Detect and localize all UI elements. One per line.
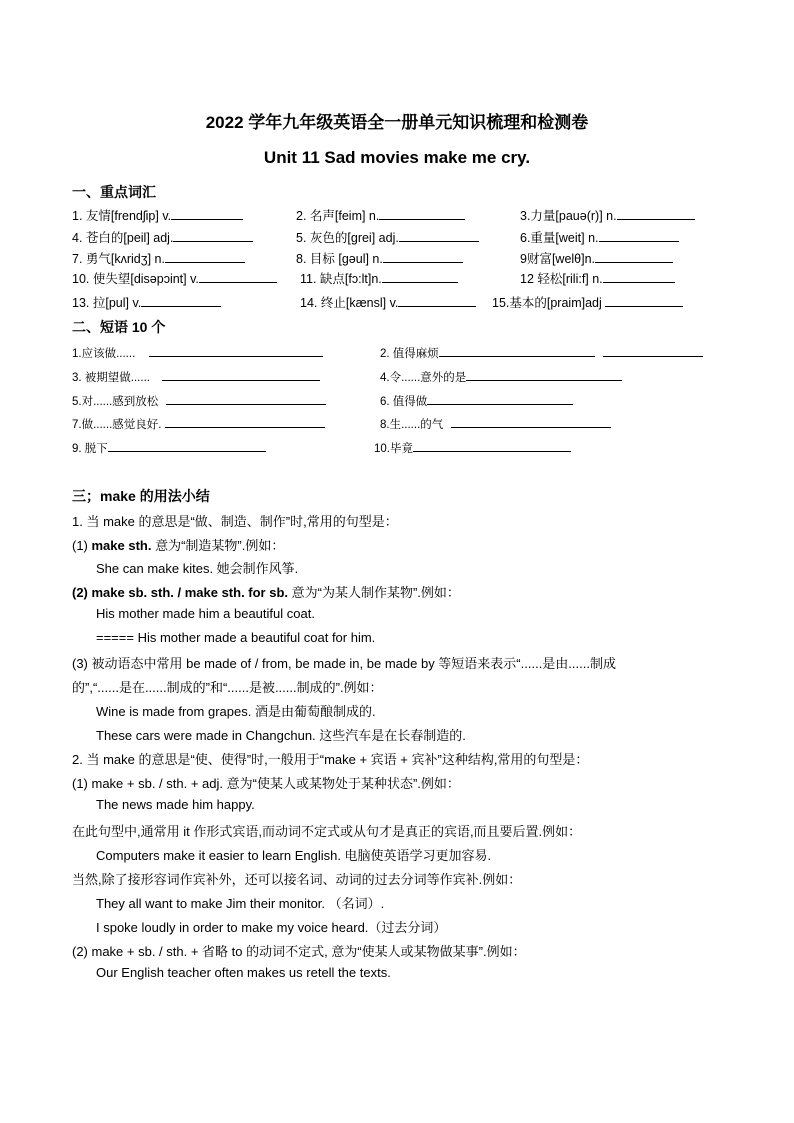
text-line: 的”,“......是在......制成的”和“......是被......制成的”.例如： bbox=[72, 680, 383, 695]
section-heading-vocab: 一、重点词汇 bbox=[72, 184, 156, 200]
text-line: 在此句型中,通常用 it 作形式宾语,而动词不定式或从句才是真正的宾语,而且要后置.例如： bbox=[72, 824, 582, 839]
document-subtitle: Unit 11 Sad movies make me cry. bbox=[263, 148, 531, 167]
text-line: 1. 当 make 的意思是“做、制造、制作”时,常用的句型是： bbox=[72, 514, 398, 529]
vocab-item: 5. 灰色的[grei] adj. bbox=[296, 228, 479, 246]
vocab-item: 3.力量[pauə(r)] n. bbox=[520, 206, 695, 224]
vocab-item: 2. 名声[feim] n. bbox=[296, 206, 465, 224]
example-line: Our English teacher often makes us retell the texts. bbox=[96, 965, 391, 980]
phrase-item: 7.做......感觉良好. bbox=[72, 415, 325, 432]
vocab-item: 4. 苍白的[peil] adj. bbox=[72, 228, 253, 246]
phrase-item: 9. 脱下 bbox=[72, 439, 266, 456]
example-line: ===== His mother made a beautiful coat for him. bbox=[96, 630, 376, 645]
section-heading-phrases: 二、短语 10 个 bbox=[72, 319, 166, 335]
phrase-item: 10.毕竟 bbox=[374, 439, 571, 456]
phrase-item: 4.令......意外的是 bbox=[380, 368, 622, 385]
phrase-item: 5.对......感到放松 bbox=[72, 392, 326, 409]
section-heading-make-usage: 三；make 的用法小结 bbox=[72, 488, 210, 504]
phrase-item: 6. 值得做 bbox=[380, 392, 573, 409]
vocab-item: 10. 使失望[disəpɔint] v. bbox=[72, 269, 277, 287]
phrase-item: 1.应该做...... bbox=[72, 344, 323, 361]
document-title: 2022 学年九年级英语全一册单元知识梳理和检测卷 bbox=[205, 113, 589, 132]
vocab-item: 7. 勇气[kʌridʒ] n. bbox=[72, 249, 245, 267]
vocab-item: 8. 目标 [gəul] n. bbox=[296, 249, 463, 267]
text-line: (1) make + sb. / sth. + adj. 意为“使某人或某物处于某种状态”.例如： bbox=[72, 776, 460, 791]
example-line: They all want to make Jim their monitor. （名词）. bbox=[96, 896, 385, 911]
example-line: She can make kites. 她会制作风筝. bbox=[96, 561, 299, 576]
vocab-item: 6.重量[weit] n. bbox=[520, 228, 679, 246]
example-line: These cars were made in Changchun. 这些汽车是在长春制造的. bbox=[96, 728, 466, 743]
text-line: 2. 当 make 的意思是“使、使得”时,一般用于“make + 宾语 + 宾补”这种结构,常用的句型是： bbox=[72, 752, 589, 767]
vocab-item: 12 轻松[rili:f] n. bbox=[520, 269, 675, 287]
vocab-item: 15.基本的[praim]adj bbox=[492, 293, 683, 311]
example-line: The news made him happy. bbox=[96, 797, 255, 812]
text-line: (2) make sb. sth. / make sth. for sb. 意为“为某人制作某物”.例如： bbox=[72, 585, 460, 600]
vocab-item: 9财富[welθ]n. bbox=[520, 249, 673, 267]
text-line: (2) make + sb. / sth. + 省略 to 的动词不定式, 意为“使某人或某物做某事”.例如： bbox=[72, 944, 526, 959]
vocab-item: 11. 缺点[fɔ:lt]n. bbox=[300, 269, 458, 287]
vocab-item: 1. 友情[frendʃip] v. bbox=[72, 206, 243, 224]
example-line: His mother made him a beautiful coat. bbox=[96, 606, 315, 621]
example-line: Computers make it easier to learn English. 电脑使英语学习更加容易. bbox=[96, 848, 492, 863]
phrase-item: 2. 值得麻烦 bbox=[380, 344, 703, 361]
phrase-item: 8.生......的气 bbox=[380, 415, 611, 432]
vocab-item: 13. 拉[pul] v. bbox=[72, 293, 221, 311]
text-line: (1) make sth. 意为“制造某物”.例如： bbox=[72, 538, 285, 553]
text-line: 当然,除了接形容词作宾补外，还可以接名词、动词的过去分词等作宾补.例如： bbox=[72, 872, 522, 887]
text-line: (3) 被动语态中常用 be made of / from, be made in, be made by 等短语来表示“......是由......制成 bbox=[72, 656, 616, 671]
phrase-item: 3. 被期望做...... bbox=[72, 368, 320, 385]
example-line: Wine is made from grapes. 酒是由葡萄酿制成的. bbox=[96, 704, 376, 719]
example-line: I spoke loudly in order to make my voice heard.（过去分词） bbox=[96, 920, 447, 935]
vocab-item: 14. 终止[kænsl] v. bbox=[300, 293, 476, 311]
